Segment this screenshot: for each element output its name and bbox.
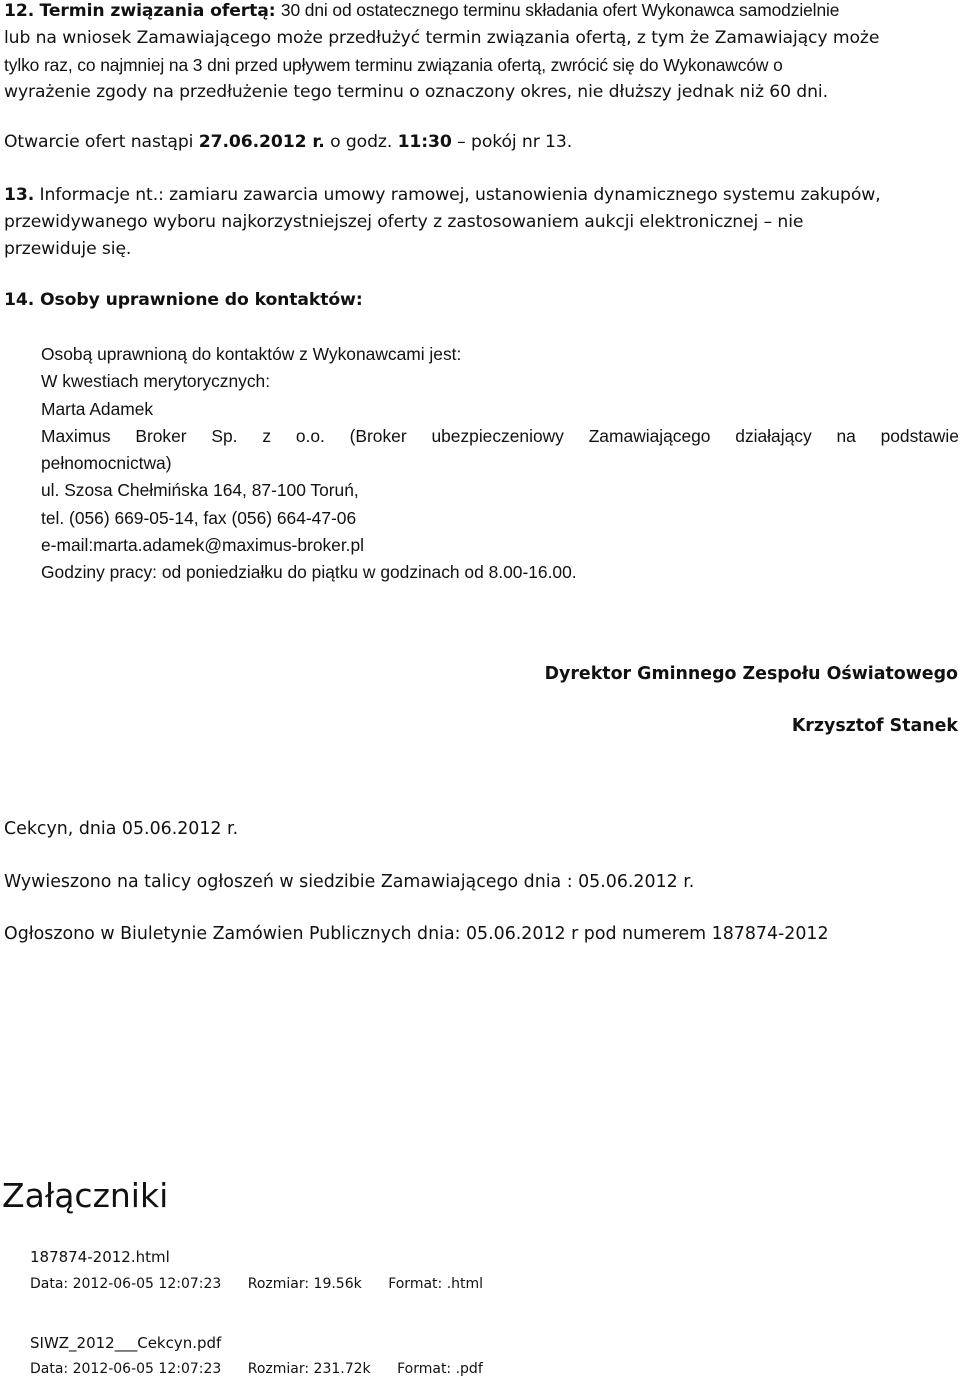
- signature-name: Krzysztof Stanek: [791, 716, 958, 736]
- attachment-date: Data: 2012-06-05 12:07:23: [30, 1361, 222, 1377]
- section-13-line-3: przewiduje się.: [4, 239, 132, 259]
- section-12: [4, 0, 956, 106]
- attachment-link-1[interactable]: 187874-2012.html: [30, 1248, 170, 1266]
- contact-phone: tel. (056) 669-05-14, fax (056) 664-47-06: [41, 507, 357, 528]
- section-14-title: [4, 287, 956, 314]
- section-12-line-2: lub na wniosek Zamawiającego może przedłużyć termin związania ofertą, z tym że Zamawiający może: [4, 28, 880, 48]
- attachment-format: Format: .pdf: [397, 1361, 483, 1377]
- section-13-line-2: przewidywanego wyboru najkorzystniejszej oferty z zastosowaniem aukcji elektronicznej – nie: [4, 212, 804, 232]
- justified-word: Maximus: [41, 425, 111, 446]
- opening-date: 27.06.2012 r.: [198, 132, 325, 152]
- justified-word: o.o.: [295, 425, 325, 446]
- place-date: Cekcyn, dnia 05.06.2012 r.: [4, 819, 239, 839]
- justified-word: podstawie: [880, 425, 959, 446]
- section-12-label: Termin związania ofertą:: [39, 1, 276, 21]
- justified-word: ubezpieczeniowy: [431, 425, 564, 446]
- contact-line-2: W kwestiach merytorycznych:: [41, 371, 271, 392]
- section-12-line-4: [4, 79, 956, 106]
- published-info: Ogłoszono w Biuletynie Zamówien Publicznych dnia: 05.06.2012 r pod numerem 187874-2012: [4, 924, 829, 944]
- attachments-heading: Załączniki: [2, 1176, 169, 1215]
- opening-prefix: Otwarcie ofert nastąpi: [4, 132, 194, 152]
- attachment-format: Format: .html: [388, 1276, 484, 1292]
- justified-word: Sp.: [211, 425, 238, 446]
- section-13: [4, 182, 956, 263]
- contact-block: [41, 341, 959, 587]
- justified-word: działający: [735, 425, 812, 446]
- attachment-date: Data: 2012-06-05 12:07:23: [30, 1276, 222, 1292]
- opening-time: 11:30: [397, 132, 452, 152]
- section-12-line-3: tylko raz, co najmniej na 3 dni przed upływem terminu związania ofertą, zwrócić się do Wykonawców o: [4, 55, 783, 75]
- contact-hours: Godziny pracy: od poniedziałku do piątku w godzinach od 8.00-16.00.: [41, 562, 577, 583]
- justified-word: Broker: [135, 425, 187, 446]
- contact-line-1: Osobą uprawnioną do kontaktów z Wykonawcami jest:: [41, 344, 462, 364]
- opening-room: – pokój nr 13.: [457, 132, 573, 152]
- justified-word: (Broker: [349, 425, 407, 446]
- posted-info: Wywieszono na talicy ogłoszeń w siedzibie Zamawiającego dnia : 05.06.2012 r.: [4, 872, 695, 892]
- section-12-text-1: 30 dni od ostatecznego terminu składania ofert Wykonawca samodzielnie: [280, 0, 840, 20]
- section-13-line-1: [4, 182, 956, 209]
- attachment-meta-1: [30, 1276, 505, 1292]
- section-12-line-1: [4, 0, 956, 25]
- section-13-text-1: : zamiaru zawarcia umowy ramowej, ustanowienia dynamicznego systemu zakupów,: [158, 185, 881, 205]
- contact-address: ul. Szosa Chełmińska 164, 87-100 Toruń,: [41, 480, 359, 501]
- section-14-heading: 14. Osoby uprawnione do kontaktów:: [4, 290, 363, 310]
- attachment-meta-2: [30, 1361, 505, 1377]
- contact-line-justified: [41, 423, 959, 450]
- attachment-link-2[interactable]: SIWZ_2012___Cekcyn.pdf: [30, 1334, 222, 1352]
- section-12-number: 12.: [4, 1, 35, 21]
- section-12-text-4: wyrażenie zgody na przedłużenie tego terminu o oznaczony okres, nie dłuższy jednak niż 60 dni.: [4, 82, 828, 103]
- contact-line-3: Marta Adamek: [41, 398, 154, 419]
- section-13-label: Informacje nt.: [39, 185, 159, 205]
- opening-mid: o godz.: [330, 132, 393, 152]
- opening-info: [4, 129, 956, 156]
- justified-word: Zamawiającego: [588, 425, 711, 446]
- signature-title: Dyrektor Gminnego Zespołu Oświatowego: [544, 664, 958, 684]
- justified-word: na: [836, 425, 856, 446]
- justified-word: z: [262, 425, 272, 446]
- contact-email: e-mail:marta.adamek@maximus-broker.pl: [41, 535, 365, 556]
- section-13-number: 13.: [4, 185, 35, 205]
- attachment-size: Rozmiar: 231.72k: [247, 1361, 371, 1377]
- attachment-size: Rozmiar: 19.56k: [247, 1276, 362, 1292]
- contact-line-5: pełnomocnictwa): [41, 453, 172, 474]
